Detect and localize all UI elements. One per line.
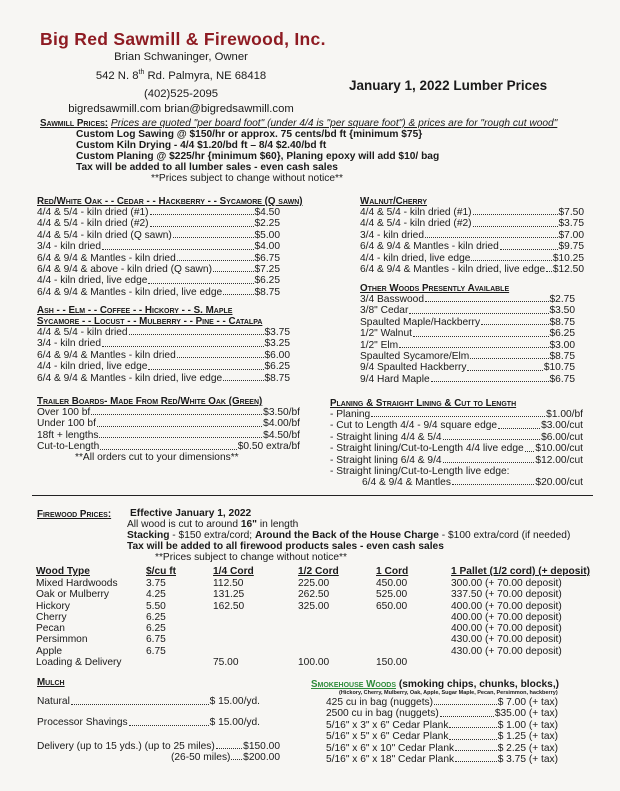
item-price: $3.00 — [549, 339, 575, 351]
table-cell — [213, 646, 298, 657]
table-cell — [298, 612, 376, 623]
item-price: $10.75 — [543, 362, 575, 374]
price-row — [37, 253, 280, 264]
trailer-heading: Trailer Boards- Made From Red/White Oak (Green) — [37, 396, 263, 407]
table-cell — [376, 623, 451, 634]
item-price: $6.25 — [264, 361, 290, 373]
item-label: Under 100 bf — [37, 418, 96, 430]
sawmill-line: Custom Log Sawing @ $150/hr or approx. 75 cents/bd ft {minimum $75} — [76, 129, 423, 140]
table-row — [36, 578, 590, 589]
table-cell — [213, 612, 298, 623]
item-price: $7.50 — [558, 207, 584, 218]
trailer-note: **All orders cut to your dimensions** — [75, 452, 239, 463]
item-label: 4/4 & 5/4 - kiln dried (Q sawn) — [37, 229, 172, 241]
dot-leader — [371, 409, 545, 417]
walnut-cherry-heading: Walnut/Cherry — [360, 196, 428, 207]
price-row: (26-50 miles) $200.00 — [171, 752, 280, 763]
dot-leader — [409, 305, 548, 313]
item-price: $4.00/bf — [263, 418, 300, 430]
col-header: $/cu ft — [146, 566, 177, 577]
planing-last-sub — [362, 477, 583, 488]
firewood-heading: Firewood Prices: — [37, 509, 112, 520]
price-row — [360, 351, 575, 362]
item-label: 1/2" Elm — [360, 339, 399, 351]
smokehouse-heading-suffix: (smoking chips, chunks, blocks,) — [398, 679, 560, 690]
price-row — [326, 720, 558, 731]
price-row — [330, 455, 583, 466]
dot-leader — [91, 407, 262, 415]
page-title: January 1, 2022 Lumber Prices — [349, 78, 548, 93]
table-cell: 75.00 — [213, 657, 239, 669]
price-row — [360, 241, 584, 252]
red-white-oak-heading: Red/White Oak - - Cedar - - Hackberry - - Sycamore (Q sawn) — [37, 196, 303, 207]
item-label: 5/16" x 6" x 10" Cedar Plank — [326, 742, 455, 754]
item-label: 5/16" x 3" x 6" Cedar Plank — [326, 719, 449, 731]
price-row — [360, 207, 584, 218]
table-cell: 400.00 (+ 70.00 deposit) — [451, 600, 562, 612]
item-label: Cut-to-Length — [37, 441, 100, 453]
firewood-effective: Effective January 1, 2022 — [130, 508, 252, 519]
sawmill-note — [40, 118, 557, 129]
table-cell: 4.25 — [146, 589, 166, 601]
dot-leader — [434, 697, 497, 705]
item-label: 4/4 - kiln dried, live edge — [360, 252, 471, 264]
price-row — [360, 230, 584, 241]
table-cell: 450.00 — [376, 578, 408, 589]
dot-leader — [455, 743, 497, 751]
table-cell: 337.50 (+ 70.00 deposit) — [451, 589, 562, 601]
table-cell — [213, 634, 298, 645]
dot-leader — [425, 294, 549, 302]
item-label: 6/4 & 9/4 & Mantles - kiln dried — [37, 349, 176, 361]
table-cell: 112.50 — [213, 578, 244, 589]
col-header: 1 Pallet (1/2 cord) (+ deposit) — [451, 566, 590, 577]
dot-leader — [148, 361, 263, 369]
table-row — [36, 601, 590, 612]
item-price: $3.50 — [549, 305, 575, 317]
item-label: 6/4 & 9/4 & Mantles - kiln dried, live edge — [37, 372, 223, 384]
item-label: 4/4 - kiln dried, live edge — [37, 361, 148, 373]
price-row — [37, 373, 290, 384]
item-label: Spaulted Sycamore/Elm — [360, 351, 470, 363]
dot-leader — [223, 287, 253, 295]
price-row — [37, 207, 280, 218]
smokehouse-heading: Smokehouse Woods — [311, 679, 397, 690]
price-row — [330, 420, 583, 431]
ash-heading-1: Ash - - Elm - - Coffee - - Hickory - - S. Maple — [37, 305, 233, 316]
price-row — [37, 441, 300, 452]
item-price: $1.00/bf — [546, 409, 583, 420]
dot-leader — [455, 754, 497, 762]
dot-leader — [173, 230, 254, 238]
item-price: $6.00/cut — [541, 431, 583, 443]
section-divider — [32, 495, 593, 496]
table-row — [36, 612, 590, 623]
item-price: $8.75 — [254, 286, 280, 298]
dot-leader — [213, 264, 254, 272]
price-row — [330, 409, 583, 420]
price-row — [360, 340, 575, 351]
table-cell: 400.00 (+ 70.00 deposit) — [451, 623, 562, 635]
price-row — [37, 218, 280, 229]
item-label: 6/4 & 9/4 & above - kiln dried (Q sawn) — [37, 264, 212, 276]
table-cell: 225.00 — [298, 578, 330, 589]
planing-heading: Planing & Straight Lining & Cut to Length — [330, 398, 517, 409]
table-cell: Apple — [36, 645, 63, 657]
price-row — [37, 327, 290, 338]
smokehouse-list — [326, 697, 558, 765]
phone: (402)525-2095 — [143, 87, 219, 100]
table-cell: Loading & Delivery — [36, 657, 122, 669]
item-price: $12.50 — [552, 264, 584, 276]
table-cell: 162.50 — [213, 600, 245, 612]
sawmill-note-text: Prices are quoted "per board foot" (under 4/4 is "per square foot") & prices are for "rough cut wood" — [110, 118, 558, 129]
sawmill-heading: Sawmill Prices: — [40, 118, 109, 129]
item-price: $4.50/bf — [263, 429, 300, 441]
table-cell: 6.75 — [146, 645, 166, 657]
item-price: $2.25 — [254, 218, 280, 230]
table-header — [36, 566, 590, 578]
item-price: $3.00/cut — [541, 420, 583, 432]
item-price: $ 1.00 (+ tax) — [497, 719, 558, 731]
firewood-table — [36, 566, 590, 668]
table-cell: 262.50 — [298, 589, 330, 601]
price-row — [330, 432, 583, 443]
table-cell — [213, 623, 298, 634]
item-price: $8.75 — [549, 351, 575, 363]
item-price: $6.25 — [549, 328, 575, 340]
item-label: 9/4 Hard Maple — [360, 373, 430, 385]
company-name: Big Red Sawmill & Firewood, Inc. — [40, 29, 326, 49]
contact-block — [66, 50, 296, 117]
item-price: $ 3.75 (+ tax) — [497, 754, 558, 766]
dot-leader — [471, 253, 551, 261]
item-price: $3.50/bf — [263, 407, 300, 418]
price-row — [37, 350, 290, 361]
item-label: - Straight lining 6/4 & 9/4 — [330, 454, 442, 466]
price-row — [37, 338, 290, 349]
mulch-delivery-2 — [171, 752, 280, 763]
price-row — [37, 430, 300, 441]
table-row — [36, 646, 590, 657]
dot-leader — [177, 253, 254, 261]
table-cell — [376, 646, 451, 657]
table-cell: 100.00 — [298, 657, 330, 669]
price-row — [37, 241, 280, 252]
item-price: $7.25 — [254, 264, 280, 276]
table-cell — [451, 657, 590, 668]
item-label: 3/4 - kiln dried — [37, 338, 101, 350]
sawmill-line: Custom Planing @ $225/hr {minimum $60}, Planing epoxy will add $10/ bag — [76, 151, 440, 162]
price-row — [326, 743, 558, 754]
price-row — [37, 264, 280, 275]
mulch-natural — [37, 696, 260, 708]
sawmill-line: **Prices subject to change without notice** — [151, 173, 343, 184]
dot-leader — [223, 373, 263, 381]
dot-leader — [449, 720, 496, 728]
firewood-table-body — [36, 578, 590, 668]
item-price: $7.00 — [558, 229, 584, 241]
price-row — [360, 305, 575, 316]
item-label: 4/4 & 5/4 - kiln dried (#2) — [37, 218, 149, 230]
dot-leader — [473, 207, 558, 215]
item-label: 4/4 & 5/4 - kiln dried (#1) — [37, 207, 149, 218]
table-cell: Hickory — [36, 600, 70, 612]
planing-list — [330, 409, 583, 466]
item-price: $ 2.25 (+ tax) — [497, 742, 558, 754]
mulch-delivery-1 — [37, 741, 280, 752]
dot-leader — [498, 420, 540, 428]
item-price: $8.75 — [264, 372, 290, 384]
table-cell: 6.25 — [146, 611, 166, 623]
item-label: 3/8" Cedar — [360, 305, 409, 317]
item-label: 425 cu in bag (nuggets) — [326, 697, 434, 708]
firewood-line-2: Stacking - $150 extra/cord; Around the Back of the House Charge - $100 extra/cord (if needed) — [127, 530, 571, 541]
item-price: $6.75 — [254, 252, 280, 264]
table-row — [36, 589, 590, 600]
dot-leader — [546, 264, 552, 272]
item-price: $6.00 — [264, 349, 290, 361]
price-row — [360, 253, 584, 264]
table-cell: 400.00 (+ 70.00 deposit) — [451, 611, 562, 623]
price-row — [37, 287, 280, 298]
item-price: $ 7.00 (+ tax) — [497, 697, 558, 708]
price-row — [37, 418, 300, 429]
item-price: $3.75 — [558, 218, 584, 230]
dot-leader — [129, 327, 264, 335]
firewood-line-3: Tax will be added to all firewood products sales - even cash sales — [127, 541, 444, 552]
price-row: Processor Shavings $ 15.00/yd. — [37, 717, 260, 728]
price-row: 6/4 & 9/4 & Mantles $20.00/cut — [362, 477, 583, 488]
price-row — [326, 731, 558, 742]
item-label: 18ft + lengths — [37, 429, 99, 441]
price-row — [37, 361, 290, 372]
table-cell: Persimmon — [36, 634, 88, 646]
dot-leader — [473, 218, 558, 226]
dot-leader — [449, 731, 496, 739]
item-label: 9/4 Spaulted Hackberry — [360, 362, 467, 374]
item-label: 6/4 & 9/4 & Mantles - kiln dried — [37, 252, 176, 264]
table-cell — [376, 612, 451, 623]
col-header: 1/2 Cord — [298, 566, 339, 577]
table-cell — [376, 634, 451, 645]
item-price: $4.00 — [254, 241, 280, 253]
item-label: 3/4 - kiln dried — [360, 229, 424, 241]
col-header: Wood Type — [36, 566, 90, 577]
dot-leader — [177, 350, 264, 358]
item-label: 1/2" Walnut — [360, 328, 412, 340]
item-price: $10.00/cut — [535, 443, 583, 455]
dot-leader — [425, 230, 558, 238]
table-row — [36, 657, 590, 668]
item-label: 4/4 - kiln dried, live edge — [37, 275, 148, 287]
price-row — [37, 275, 280, 286]
dot-leader — [150, 207, 254, 215]
dot-leader — [399, 340, 548, 348]
item-label: - Planing — [330, 409, 371, 420]
item-label: - Cut to Length 4/4 - 9/4 square edge — [330, 420, 498, 432]
item-price: $3.75 — [264, 327, 290, 338]
price-row — [326, 754, 558, 765]
dot-leader — [100, 441, 236, 449]
ash-list — [37, 327, 290, 384]
table-row — [36, 623, 590, 634]
trailer-list — [37, 407, 300, 453]
item-label: 6/4 & 9/4 & Mantles - kiln dried — [360, 241, 499, 253]
table-cell: 3.75 — [146, 578, 166, 589]
item-label: 3/4 - kiln dried — [37, 241, 101, 253]
dot-leader — [431, 374, 549, 382]
table-cell — [146, 657, 213, 668]
item-label: 4/4 & 5/4 - kiln dried (#1) — [360, 207, 472, 218]
item-price: $8.75 — [549, 316, 575, 328]
sawmill-line: Custom Kiln Drying - 4/4 $1.20/bd ft – 8/4 $2.40/bd ft — [76, 140, 327, 151]
other-woods-heading: Other Woods Presently Available — [360, 283, 510, 294]
table-cell: Cherry — [36, 611, 67, 623]
dot-leader — [443, 455, 535, 463]
price-row — [326, 708, 558, 719]
price-row: Natural $ 15.00/yd. — [37, 696, 260, 707]
table-cell: 325.00 — [298, 600, 330, 612]
table-cell: 650.00 — [376, 600, 408, 612]
item-price: $2.75 — [549, 294, 575, 305]
table-cell: 525.00 — [376, 589, 408, 601]
owner-name: Brian Schwaninger, Owner — [114, 51, 248, 63]
table-cell — [298, 646, 376, 657]
table-cell: 131.25 — [213, 589, 245, 601]
table-cell: 150.00 — [376, 657, 408, 669]
firewood-line-1: All wood is cut to around 16" in length — [127, 519, 299, 530]
planing-last-label: - Straight lining/Cut-to-Length live edge: — [330, 466, 510, 477]
price-row — [360, 218, 584, 229]
item-label: Over 100 bf — [37, 407, 91, 418]
dot-leader — [102, 338, 264, 346]
price-row — [330, 443, 583, 454]
table-cell — [298, 623, 376, 634]
item-label: 3/4 Basswood — [360, 294, 424, 305]
price-row — [360, 264, 584, 275]
item-price: $9.75 — [558, 241, 584, 253]
item-label: 4/4 & 5/4 - kiln dried (#2) — [360, 218, 472, 230]
table-cell: Mixed Hardwoods — [36, 578, 118, 589]
dot-leader — [443, 432, 541, 440]
price-row — [37, 230, 280, 241]
item-price: $0.50 extra/bf — [237, 441, 300, 453]
ash-heading-2: Sycamore - - Locust - - Mulberry - - Pine - - Catalpa — [37, 316, 263, 327]
dot-leader — [150, 218, 254, 226]
price-row: Delivery (up to 15 yds.) (up to 25 miles) $150.00 — [37, 741, 280, 752]
dot-leader — [500, 241, 558, 249]
table-row — [36, 634, 590, 645]
col-header: 1/4 Cord — [213, 566, 254, 577]
other-woods-list — [360, 294, 575, 385]
dot-leader — [481, 317, 548, 325]
table-cell: 6.75 — [146, 634, 166, 646]
mulch-heading: Mulch — [37, 677, 65, 688]
item-price: $35.00 (+ tax) — [494, 708, 558, 720]
sawmill-line: Tax will be added to all lumber sales - even cash sales — [76, 162, 338, 173]
dot-leader — [97, 418, 262, 426]
col-header: 1 Cord — [376, 566, 409, 577]
item-price: $10.25 — [552, 252, 584, 264]
dot-leader — [470, 351, 548, 359]
price-row — [360, 362, 575, 373]
item-label: 5/16" x 6" x 18" Cedar Plank — [326, 754, 455, 766]
item-price: $6.25 — [254, 275, 280, 287]
item-label: 4/4 & 5/4 - kiln dried — [37, 327, 128, 338]
mulch-shavings — [37, 717, 260, 729]
table-cell — [298, 634, 376, 645]
item-price: $4.50 — [254, 207, 280, 218]
smokehouse-species: (Hickory, Cherry, Mulberry, Oak, Apple, Sugar Maple, Pecan, Persimmon, hackberry) — [339, 690, 558, 696]
item-price: $3.25 — [264, 338, 290, 350]
walnut-cherry-list — [360, 207, 584, 275]
dot-leader — [102, 241, 254, 249]
price-row — [360, 317, 575, 328]
table-cell: Oak or Mulberry — [36, 589, 110, 601]
item-label: 5/16" x 5" x 6" Cedar Plank — [326, 731, 449, 743]
table-cell: 5.50 — [146, 600, 166, 612]
dot-leader — [467, 362, 542, 370]
item-label: Spaulted Maple/Hackberry — [360, 316, 481, 328]
price-row — [360, 294, 575, 305]
item-label: - Straight lining/Cut-to-Length 4/4 live edge — [330, 443, 524, 455]
smokehouse-heading-row — [311, 679, 559, 690]
dot-leader — [413, 328, 549, 336]
item-price: $12.00/cut — [535, 454, 583, 466]
firewood-line-4: **Prices subject to change without notice** — [155, 552, 347, 563]
table-cell: 430.00 (+ 70.00 deposit) — [451, 645, 562, 657]
dot-leader — [525, 443, 535, 451]
item-label: 2500 cu in bag (nuggets) — [326, 708, 439, 720]
web-email: bigredsawmill.com brian@bigredsawmill.com — [68, 102, 294, 115]
dot-leader — [440, 708, 494, 716]
item-price: $5.00 — [254, 229, 280, 241]
price-row — [360, 374, 575, 385]
table-cell: Pecan — [36, 623, 65, 635]
item-label: - Straight lining 4/4 & 5/4 — [330, 431, 442, 443]
price-row — [360, 328, 575, 339]
item-label: 6/4 & 9/4 & Mantles - kiln dried, live edge — [37, 286, 223, 298]
item-price: $ 1.25 (+ tax) — [497, 731, 558, 743]
dot-leader — [99, 430, 262, 438]
dot-leader — [148, 275, 253, 283]
item-price: $6.75 — [549, 373, 575, 385]
address: 542 N. 8th Rd. Palmyra, NE 68418 — [95, 69, 267, 82]
item-label: 6/4 & 9/4 & Mantles - kiln dried, live edge — [360, 264, 546, 276]
table-cell: 430.00 (+ 70.00 deposit) — [451, 634, 562, 646]
table-cell: 6.25 — [146, 623, 166, 635]
price-row — [326, 697, 558, 708]
red-white-oak-list — [37, 207, 280, 298]
price-row — [37, 407, 300, 418]
table-cell: 300.00 (+ 70.00 deposit) — [451, 578, 562, 589]
